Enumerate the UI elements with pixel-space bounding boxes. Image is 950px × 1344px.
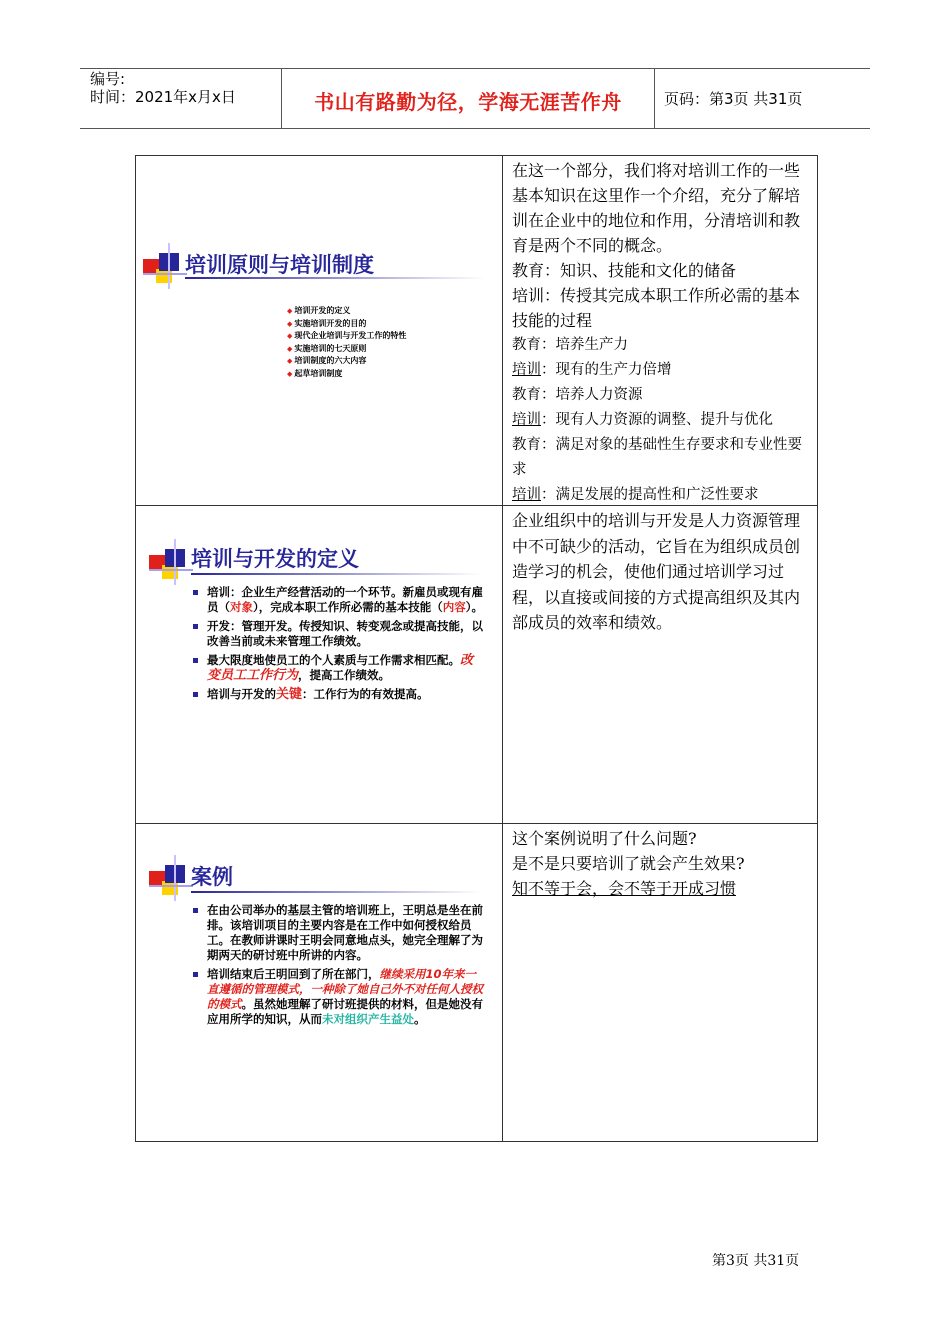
bullet-item: 在由公司举办的基层主管的培训班上，王明总是坐在前排。该培训项目的主要内容是在工作中如何授权给员工。在教师讲课时王明会同意地点头，她完全理解了为期两天的研讨班中所讲的内容。 [193,903,485,963]
note-question: 是不是只要培训了就会产生效果? [512,854,745,873]
bullet-item: 培训结束后王明回到了所在部门，继续采用10年来一直遵循的管理模式，一种除了她自己外不对任何人授权的模式。虽然她理解了研讨班提供的材料，但是她没有应用所学的知识，从而未对组织产生益处。 [193,967,485,1027]
slide-thumbnail-2 [137,507,501,822]
note-pair: 教育：满足对象的基础性生存要求和专业性要求 [512,437,802,478]
time-label: 时间：2021年x月x日 [90,88,236,106]
note-train-def: 培训：传授其完成本职工作所必需的基本技能的过程 [512,286,801,330]
note-2: 企业组织中的培训与开发是人力资源管理中不可缺少的活动，它旨在为组织成员创造学习的机会，使他们通过培训学习过程，以直接或间接的方式提高组织及其内部成员的效率和绩效。 [512,511,801,632]
slide-title: 培训原则与培训制度 [185,253,374,277]
square-bullet-icon [193,908,198,913]
bullet-item: 开发：管理开发。传授知识、转变观念或提高技能，以改善当前或未来管理工作绩效。 [193,619,485,649]
toc-item: ◆ 培训开发的定义 [287,306,351,315]
toc-item: ◆ 实施培训的七天原则 [287,343,367,353]
title-rule [191,573,481,575]
title-rule [191,891,481,893]
square-bullet-icon [193,692,198,697]
note-question: 这个案例说明了什么问题? [512,829,697,848]
row-divider [135,823,818,824]
diamond-bullet-icon: ◆ [287,332,293,340]
note-1 [512,158,812,508]
bullet-item: 培训：企业生产经营活动的一个环节。新雇员或现有雇员（对象），完成本职工作所必需的基本技能（内容）。 [193,585,485,615]
title-rule [185,277,485,279]
square-bullet-icon [193,590,198,595]
toc-item: ◆ 实施培训开发的目的 [287,318,367,328]
header-motto: 书山有路勤为径，学海无涯苦作舟 [314,90,622,114]
diamond-bullet-icon: ◆ [287,357,293,365]
note-pair: 培训：现有人力资源的调整、提升与优化 [512,412,773,428]
header-page-label: 页码：第3页 共31页 [664,90,803,108]
slide-bullets [193,585,485,706]
header-top-rule [80,68,870,69]
slide-title: 培训与开发的定义 [191,547,359,571]
header-divider [654,68,655,128]
square-bullet-icon [193,972,198,977]
header-meta [90,70,236,106]
slide-title: 案例 [191,865,233,889]
diamond-bullet-icon: ◆ [287,344,293,353]
square-bullet-icon [193,624,198,629]
slide-bullets [193,903,485,1031]
note-pair: 培训：现有的生产力倍增 [512,362,672,378]
bullet-item: 培训与开发的关键：工作行为的有效提高。 [193,687,485,702]
column-divider [502,155,503,1142]
bullet-item: 最大限度地使员工的个人素质与工作需求相匹配。改变员工工作行为，提高工作绩效。 [193,653,485,683]
square-bullet-icon [193,658,198,663]
toc-item: ◆ 现代企业培训与开发工作的特性 [287,331,407,340]
note-edu-def: 教育：知识、技能和文化的储备 [512,261,737,280]
toc-item: ◆ 起草培训制度 [287,368,343,378]
note-pair: 教育：培养生产力 [512,337,628,353]
note-3 [512,826,812,901]
header-bottom-rule [80,128,870,129]
toc-item: ◆ 培训制度的六大内容 [287,356,367,365]
note-pair: 教育：培养人力资源 [512,387,643,403]
slide-thumbnail-3 [137,825,501,1141]
note-pair: 培训：满足发展的提高性和广泛性要求 [512,487,759,503]
slide-toc [287,305,406,380]
diamond-bullet-icon: ◆ [287,369,293,378]
diamond-bullet-icon: ◆ [287,319,293,328]
note-intro: 在这一个部分，我们将对培训工作的一些基本知识在这里作一个介绍，充分了解培训在企业中的地位和作用，分清培训和教育是两个不同的概念。 [512,161,801,255]
footer-page-label: 第3页 共31页 [712,1253,800,1269]
number-label: 编号: [90,70,126,88]
slide-thumbnail-1 [137,157,501,504]
note-answer: 知不等于会，会不等于开成习惯 [512,879,737,898]
diamond-bullet-icon: ◆ [287,307,293,315]
